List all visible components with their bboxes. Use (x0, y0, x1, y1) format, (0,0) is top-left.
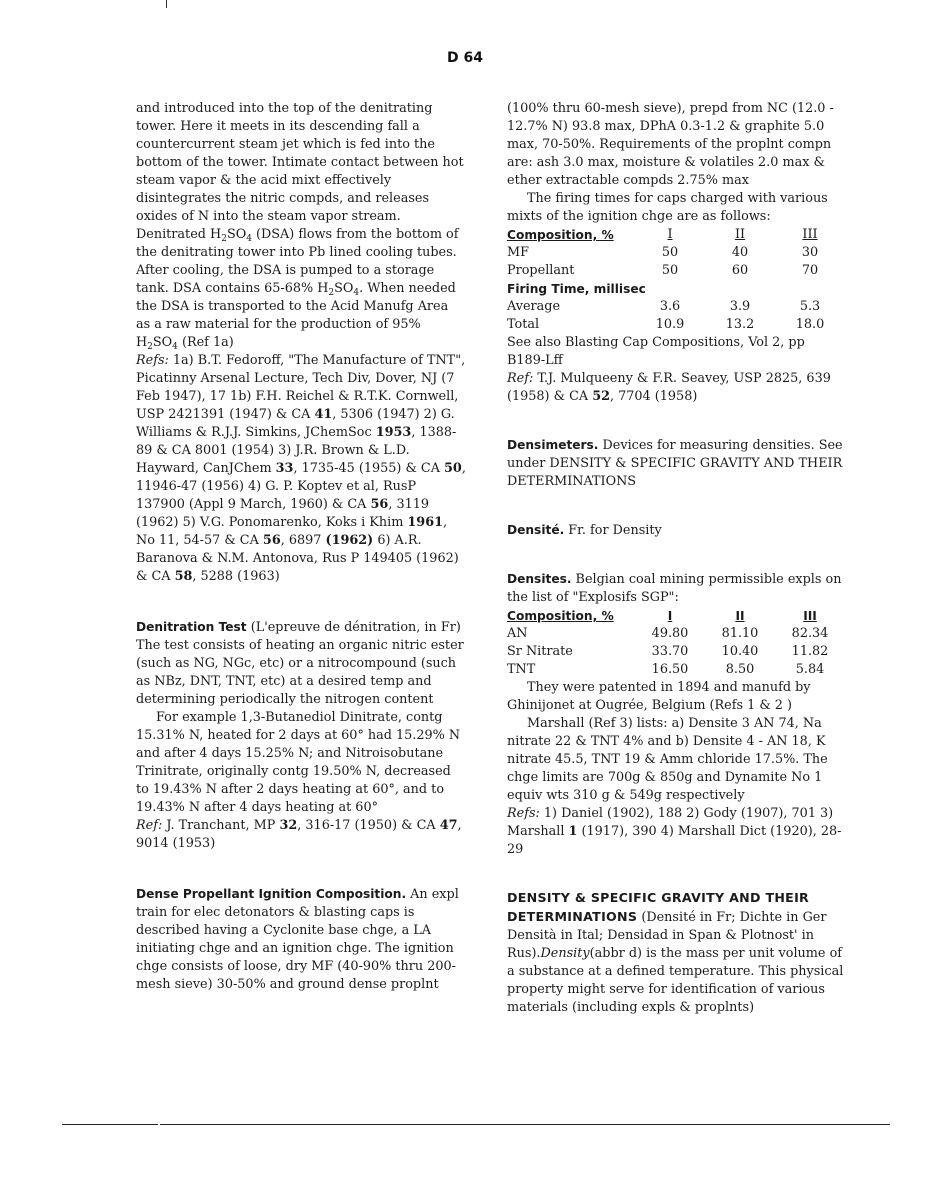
table-row: Propellant 50 60 70 (507, 263, 819, 278)
table-header-row: Composition, % I II III (507, 227, 818, 242)
firing-time-table (507, 226, 845, 334)
entry-heading: Dense Propellant Ignition Composition. (136, 887, 407, 901)
table-row: AN 49.80 81.10 82.34 (507, 626, 829, 641)
footer-rule (160, 1124, 890, 1125)
see-also-note: See also Blasting Cap Compositions, Vol 2, pp B189-Lff (507, 335, 805, 368)
right-column (507, 100, 845, 1017)
table-row: TNT 16.50 8.50 5.84 (507, 662, 825, 677)
entry-heading: Densimeters. (507, 438, 599, 452)
densimeters-entry: Densimeters. Devices for measuring densities. See under DENSITY & SPECIFIC GRAVITY AND THEIR DETERMINATIONS (507, 438, 843, 489)
page-number: D 64 (447, 50, 483, 66)
references-list: Refs: 1a) B.T. Fedoroff, "The Manufacture of TNT", Picatinny Arsenal Lecture, Tech Div, Dover, NJ (7 Feb 1947), 17 1b) F.H. Reichel & R.T.K. Cornwell, USP 2421391 (1947) & CA 41, 5306 (1947) 2) G. Williams & R.J.J. Simkins, JChemSoc 1953, 1388-89 & CA 8001 (1954) 3) J.R. Brown & L.D. Hayward, CanJChem 33, 1735-45 (1955) & CA 50, 11946-47 (1956) 4) G. P. Koptev et al, RusP 137900 (Appl 9 March, 1960) & CA 56, 3119 (1962) 5) V.G. Ponomarenko, Koks i Khim 1961, No 11, 54-57 & CA 56, 6897 (1962) 6) A.R. Baranova & N.M. Antonova, Rus P 149405 (1962) & CA 58, 5288 (1963) (136, 353, 466, 584)
table-header-row: Composition, % I II III (507, 609, 817, 623)
firing-reference: Ref: T.J. Mulqueeny & F.R. Seavey, USP 2825, 639 (1958) & CA 52, 7704 (1958) (507, 371, 831, 404)
entry-heading: Denitration Test (136, 620, 247, 634)
left-column (136, 100, 466, 994)
denitration-test-entry: Denitration Test (L'epreuve de dénitration, in Fr) The test consists of heating an organic nitric ester (such as NG, NGc, etc) or a nitrocompound (such as NBz, DNT, TNT, etc) at a desired temp and determining periodically the nitrogen content (136, 620, 464, 707)
entry-heading: Densites. (507, 572, 572, 586)
densites-references: Refs: 1) Daniel (1902), 188 2) Gody (1907), 701 3) Marshall 1 (1917), 390 4) Marshall Dict (1920), 28-29 (507, 806, 842, 857)
denitration-example: For example 1,3-Butanediol Dinitrate, contg 15.31% N, heated for 2 days at 60° had 15.29% N and after 4 days 15.25% N; and Nitroisobutane Trinitrate, originally contg 19.50% N, decreased to 19.43% N after 2 days heating at 60°, and to 19.43% N after 4 days heating at 60° (136, 710, 461, 815)
denitration-reference: Ref: J. Tranchant, MP 32, 316-17 (1950) & CA 47, 9014 (1953) (136, 818, 462, 851)
firing-times-intro: The firing times for caps charged with various mixts of the ignition chge are as follows: (507, 191, 828, 224)
entry-heading: Densité. (507, 523, 565, 537)
densite-entry: Densité. Fr. for Density (507, 523, 662, 538)
denitrating-tower-paragraph: and introduced into the top of the denitrating tower. Here it meets in its descending fall a countercurrent steam jet which is fed into the bottom of the tower. Intimate contact between hot steam vapor & the acid mixt effectively disintegrates the nitric compds, and releases oxides of N into the steam vapor stream. Denitrated $H_2SO_4$ (DSA) flows from the bottom of the denitrating tower into Pb lined cooling tubes. After cooling, the DSA is pumped to a storage tank. DSA contains 65-68% $H_2SO_4$. When needed the DSA is transported to the Acid Manufg Area as a raw material for the production of 95% $H_2SO_4$ (Ref 1a) (136, 101, 464, 352)
densites-entry: Densites. Belgian coal mining permissible expls on the list of "Explosifs SGP": (507, 572, 842, 605)
table-row: Sr Nitrate 33.70 10.40 11.82 (507, 644, 829, 659)
table-subheader-row: Firing Time, millisec (507, 282, 646, 296)
table-row: Total 10.9 13.2 18.0 (507, 317, 825, 332)
densites-marshall-note: Marshall (Ref 3) lists: a) Densite 3 AN 74, Na nitrate 22 & TNT 4% and b) Densite 4 - AN 18, K nitrate 45.5, TNT 19 & Amm chloride 17.5%. The chge limits are 700g & 850g and Dynamite No 1 equiv wts 310 g & 549g respectively (507, 716, 828, 803)
density-entry: DENSITY & SPECIFIC GRAVITY AND THEIR DETERMINATIONS (Densité in Fr; Dichte in Ger Densità in Ital; Densidad in Span & Plotnost' in Rus).Density(abbr d) is the mass per unit volume of a substance at a defined temperature. This physical property might serve for identification of various materials (including expls & proplnts) (507, 890, 844, 1015)
table-row: MF 50 40 30 (507, 245, 819, 260)
scan-mark (166, 0, 167, 8)
densites-patent-note: They were patented in 1894 and manufd by Ghinijonet at Ougrée, Belgium (Refs 1 & 2 ) (507, 680, 811, 713)
entry-heading: DENSITY & SPECIFIC GRAVITY AND THEIR DETERMINATIONS (507, 890, 810, 924)
densites-table (507, 607, 845, 679)
footer-rule (62, 1124, 158, 1125)
propellant-continuation: (100% thru 60-mesh sieve), prepd from NC (12.0 - 12.7% N) 93.8 max, DPhA 0.3-1.2 & graphite 5.0 max, 70-50%. Requirements of the proplnt compn are: ash 3.0 max, moisture & volatiles 2.0 max & ether extractable compds 2.75% max (507, 101, 834, 188)
table-row: Average 3.6 3.9 5.3 (507, 299, 821, 314)
dense-propellant-entry: Dense Propellant Ignition Composition. An expl train for elec detonators & blasting caps is described having a Cyclonite base chge, a LA initiating chge and an ignition chge. The ignition chge consists of loose, dry MF (40-90% thru 200-mesh sieve) 30-50% and ground dense proplnt (136, 887, 459, 992)
